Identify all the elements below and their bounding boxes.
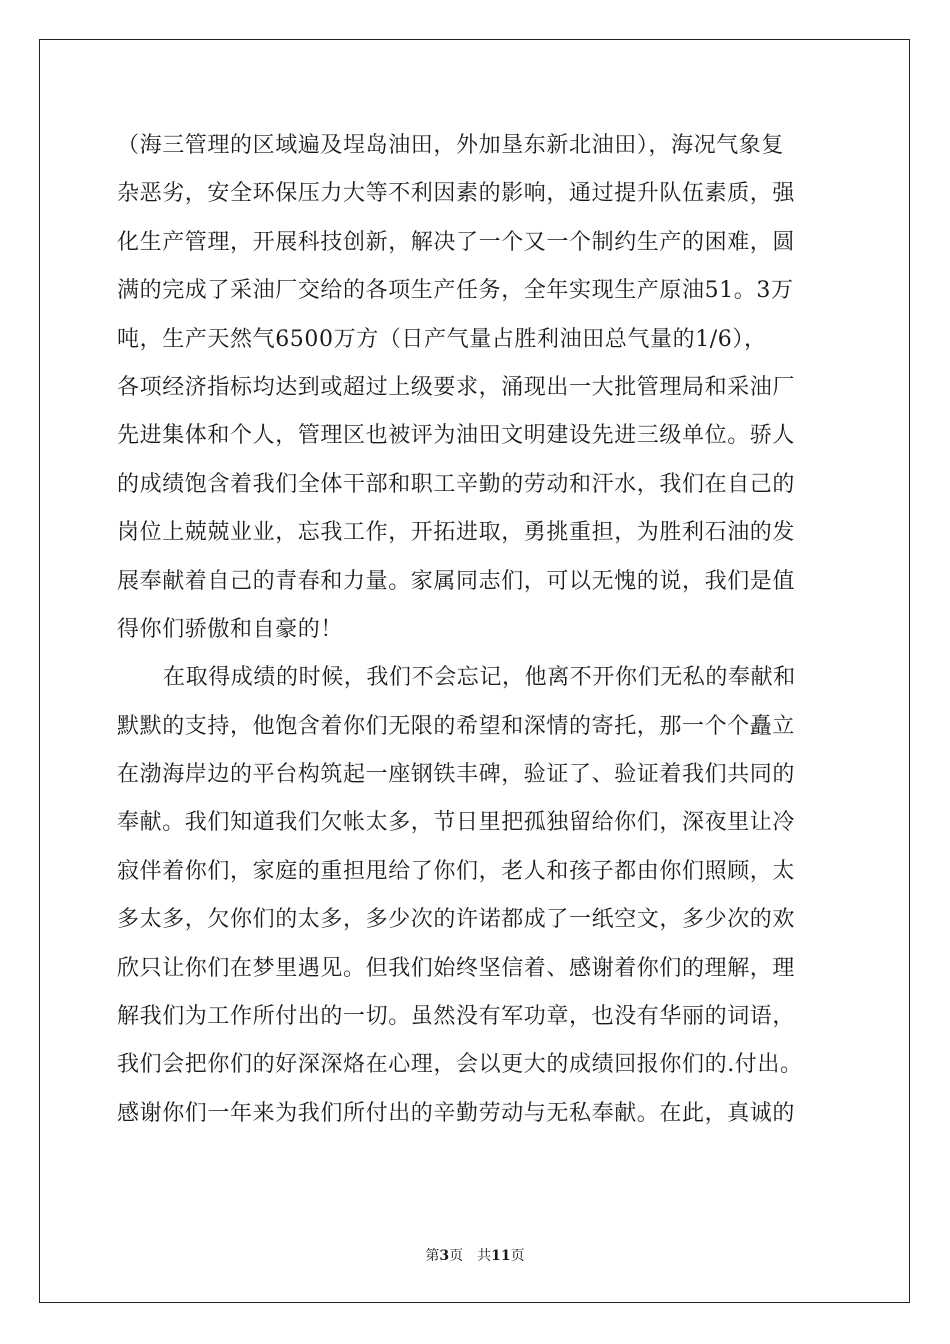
text-line: 在渤海岸边的平台构筑起一座钢铁丰碑，验证了、验证着我们共同的 <box>117 762 796 788</box>
page-suffix: 页 <box>449 1248 464 1264</box>
text-line: 化生产管理，开展科技创新，解决了一个又一个制约生产的困难，圆 <box>117 229 796 255</box>
total-pages: 11 <box>491 1248 511 1264</box>
text-line: 寂伴着你们，家庭的重担甩给了你们，老人和孩子都由你们照顾，太 <box>117 858 796 884</box>
text-line: 各项经济指标均达到或超过上级要求，涌现出一大批管理局和采油厂 <box>117 374 796 400</box>
total-suffix: 页 <box>510 1248 525 1264</box>
text-line: 多太多，欠你们的太多，多少次的许诺都成了一纸空文，多少次的欢 <box>117 907 796 933</box>
page-current: 3 <box>439 1248 450 1264</box>
text-line: 解我们为工作所付出的一切。虽然没有军功章，也没有华丽的词语， <box>117 1004 796 1030</box>
page-number-label <box>425 1248 463 1264</box>
document-body <box>117 122 837 1138</box>
text-line: 的成绩饱含着我们全体干部和职工辛勤的劳动和汗水，我们在自己的 <box>117 471 796 497</box>
text-line: 吨，生产天然气6500万方（日产气量占胜利油田总气量的1/6）， <box>117 326 767 352</box>
text-line: （海三管理的区域遍及埕岛油田，外加垦东新北油田），海况气象复 <box>117 133 785 158</box>
paragraph-first-line: 在取得成绩的时候，我们不会忘记，他离不开你们无私的奉献和 <box>163 665 796 691</box>
text-line: 默默的支持，他饱含着你们无限的希望和深情的寄托，那一个个矗立 <box>117 713 796 739</box>
page-prefix: 第 <box>425 1248 440 1264</box>
text-line: 得你们骄傲和自豪的！ <box>117 616 344 642</box>
text-line: 岗位上兢兢业业，忘我工作，开拓进取，勇挑重担，为胜利石油的发 <box>117 520 796 546</box>
text-line: 杂恶劣，安全环保压力大等不利因素的影响，通过提升队伍素质，强 <box>117 181 796 207</box>
text-line: 欣只让你们在梦里遇见。但我们始终坚信着、感谢着你们的理解，理 <box>117 955 796 981</box>
text-line: 展奉献着自己的青春和力量。家属同志们，可以无愧的说，我们是值 <box>117 568 796 594</box>
text-line: 我们会把你们的好深深烙在心理，会以更大的成绩回报你们的.付出。 <box>117 1052 803 1078</box>
text-line: 先进集体和个人，管理区也被评为油田文明建设先进三级单位。骄人 <box>117 423 796 449</box>
text-line: 奉献。我们知道我们欠帐太多，节日里把孤独留给你们，深夜里让冷 <box>117 810 796 836</box>
text-line: 感谢你们一年来为我们所付出的辛勤劳动与无私奉献。在此，真诚的 <box>117 1100 796 1126</box>
total-prefix: 共 <box>477 1248 492 1264</box>
text-line: 满的完成了采油厂交给的各项生产任务，全年实现生产原油51。3万 <box>117 278 794 304</box>
page-footer <box>0 1245 950 1265</box>
page-total-label <box>477 1248 524 1264</box>
